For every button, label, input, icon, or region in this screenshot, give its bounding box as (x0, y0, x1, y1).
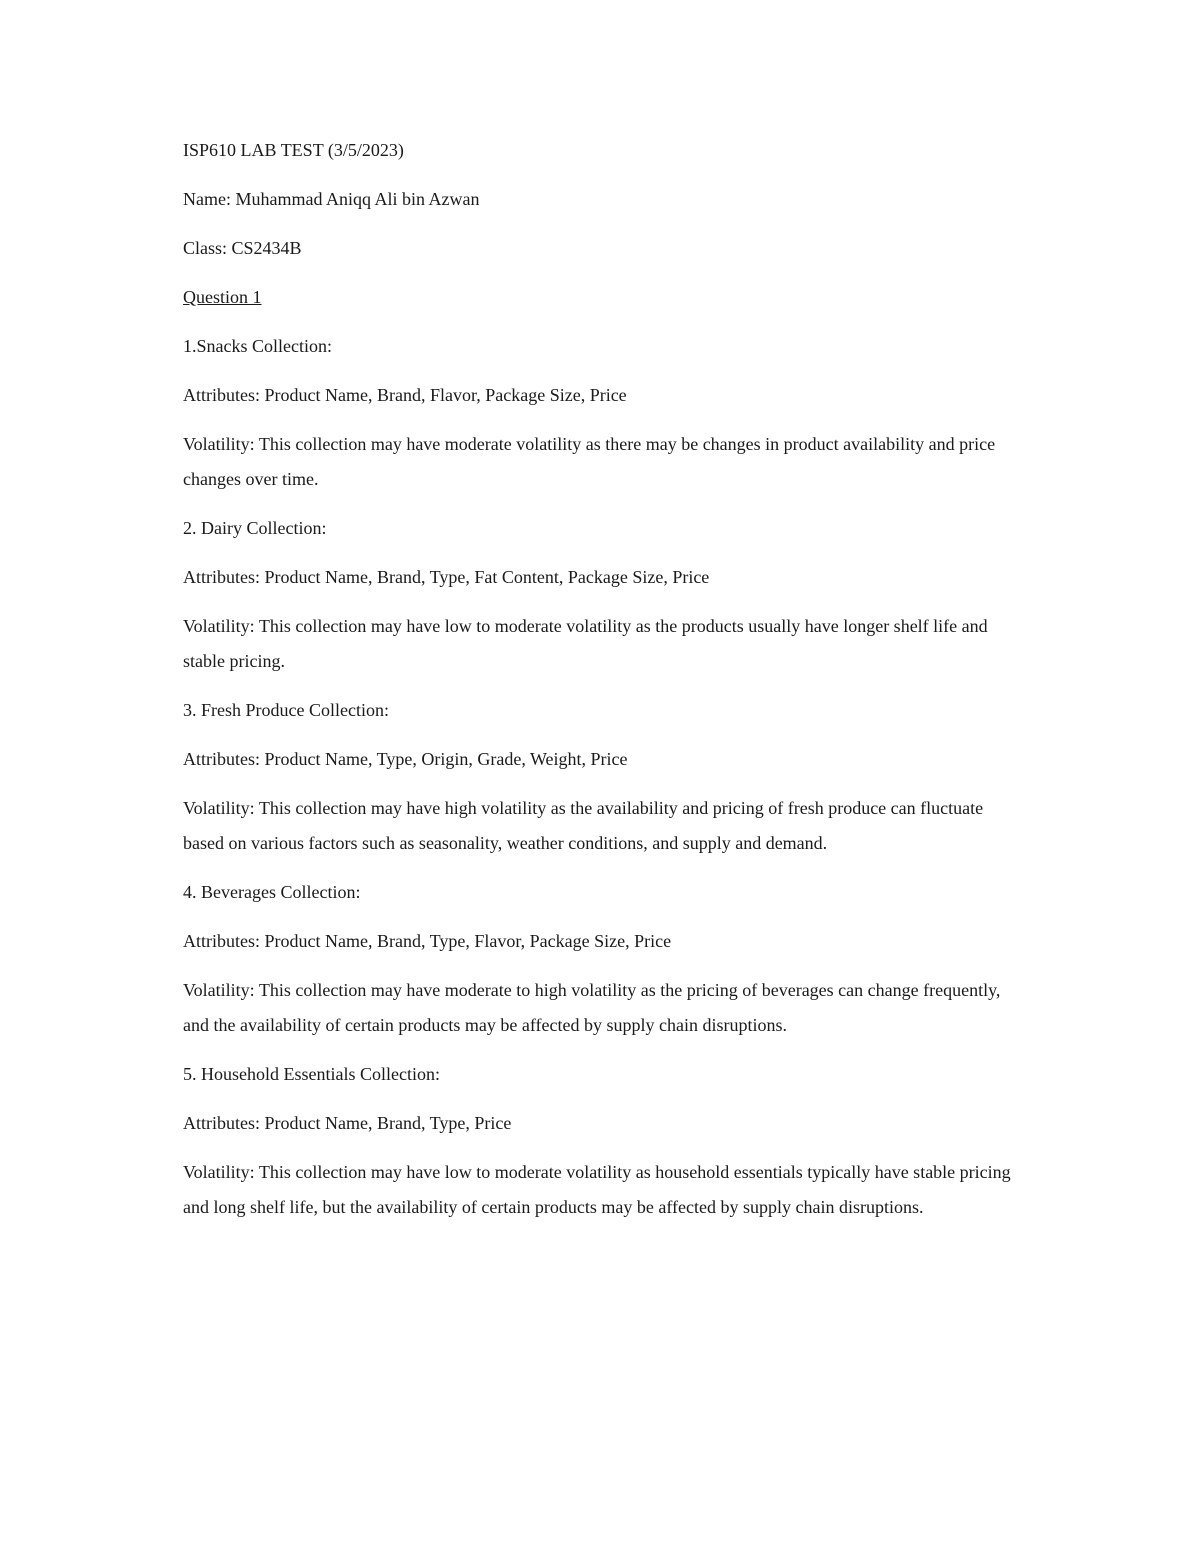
collection-attributes: Attributes: Product Name, Brand, Type, Price (183, 1113, 512, 1133)
collection-heading: 5. Household Essentials Collection: (183, 1064, 440, 1084)
question-heading: Question 1 (183, 287, 262, 307)
collection-heading: 2. Dairy Collection: (183, 518, 327, 538)
collection-volatility: Volatility: This collection may have low to moderate volatility as household essentials typically have stable pricing and long shelf life, but the availability of certain products may be affected by supply chain disruptions. (183, 1162, 1011, 1217)
document-title: ISP610 LAB TEST (3/5/2023) (183, 140, 404, 160)
student-name: Name: Muhammad Aniqq Ali bin Azwan (183, 189, 480, 209)
collection-attributes: Attributes: Product Name, Brand, Flavor, Package Size, Price (183, 385, 627, 405)
collection-volatility: Volatility: This collection may have moderate to high volatility as the pricing of beverages can change frequently, and the availability of certain products may be affected by supply chain disruptions. (183, 980, 1001, 1035)
collection-heading: 1.Snacks Collection: (183, 336, 332, 356)
collection-volatility: Volatility: This collection may have moderate volatility as there may be changes in product availability and price changes over time. (183, 434, 996, 489)
document-body (183, 133, 1023, 1239)
collection-volatility: Volatility: This collection may have high volatility as the availability and pricing of fresh produce can fluctuate based on various factors such as seasonality, weather conditions, and supply and demand. (183, 798, 984, 853)
collection-heading: 4. Beverages Collection: (183, 882, 361, 902)
student-class: Class: CS2434B (183, 238, 302, 258)
collection-volatility: Volatility: This collection may have low to moderate volatility as the products usually have longer shelf life and stable pricing. (183, 616, 988, 671)
collection-heading: 3. Fresh Produce Collection: (183, 700, 389, 720)
collection-attributes: Attributes: Product Name, Brand, Type, Flavor, Package Size, Price (183, 931, 672, 951)
collection-attributes: Attributes: Product Name, Type, Origin, Grade, Weight, Price (183, 749, 628, 769)
collection-attributes: Attributes: Product Name, Brand, Type, Fat Content, Package Size, Price (183, 567, 710, 587)
